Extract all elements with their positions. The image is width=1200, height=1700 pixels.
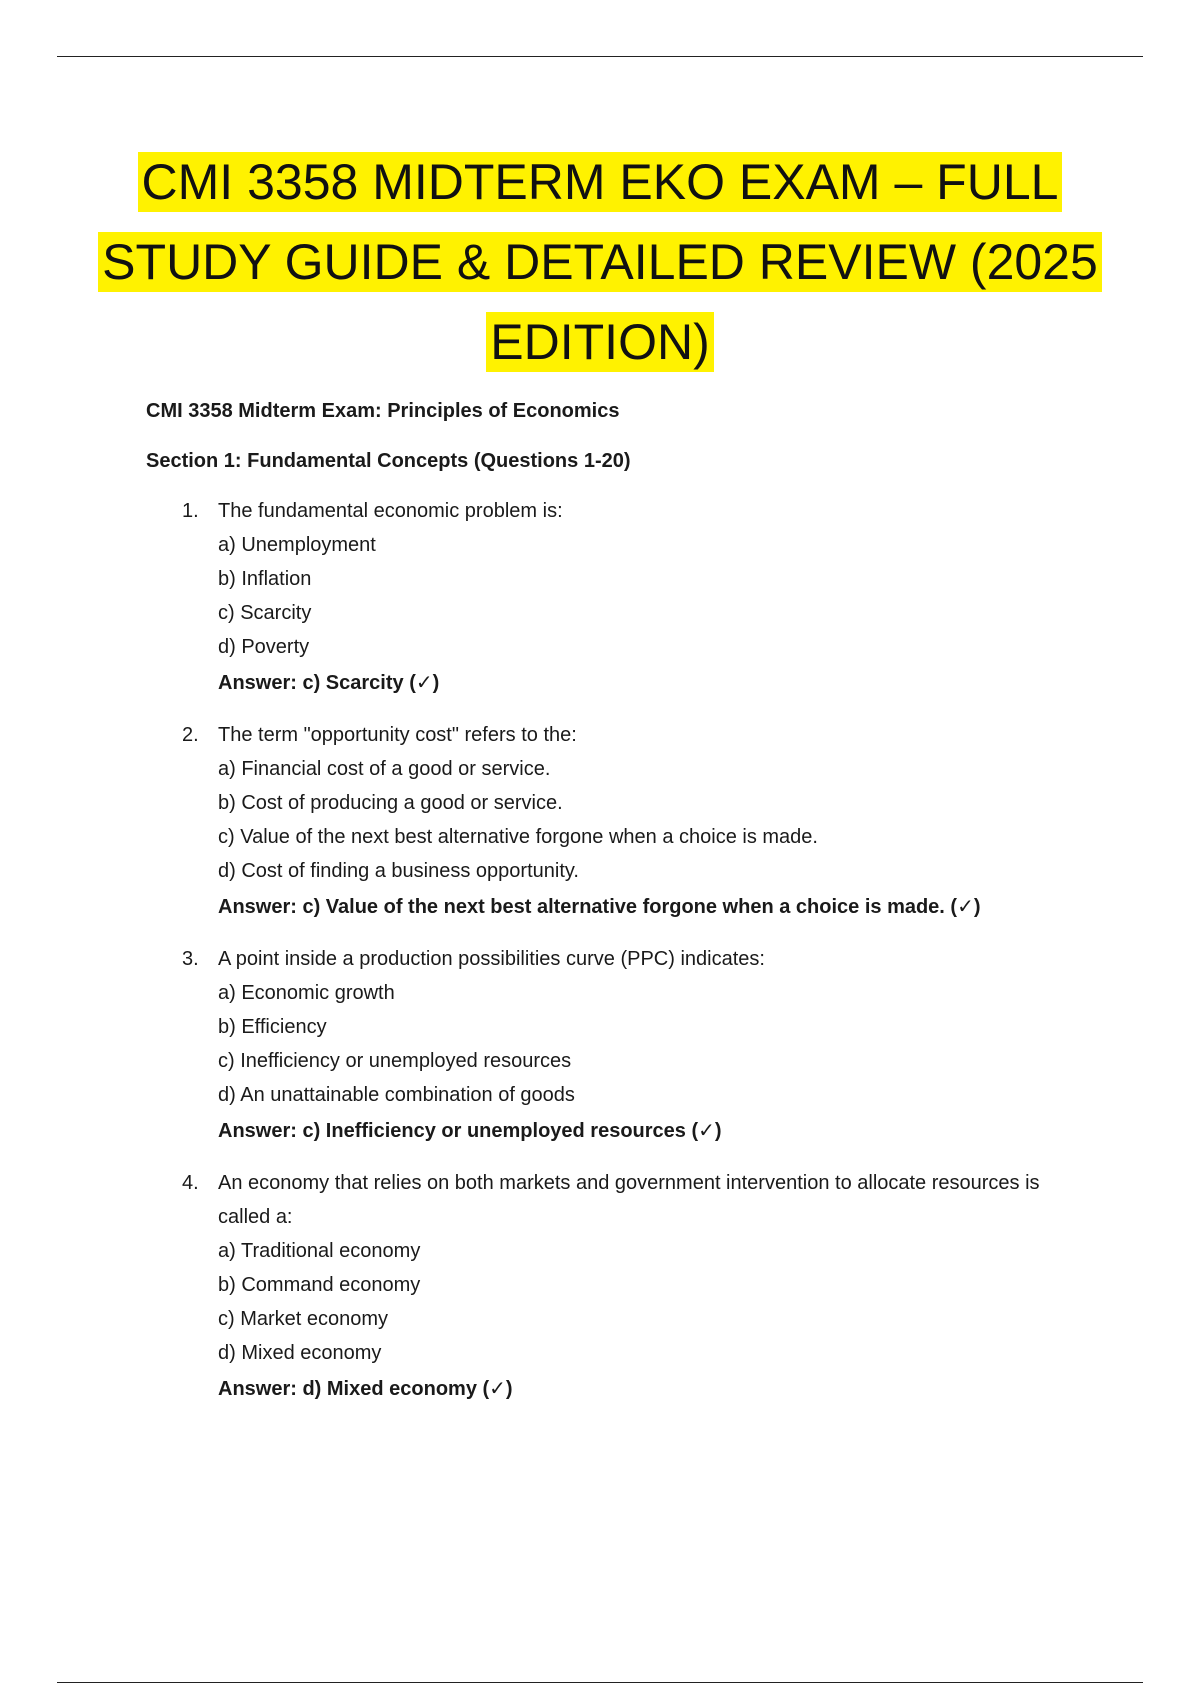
- question-text: The fundamental economic problem is:: [218, 500, 563, 522]
- option-c: c) Value of the next best alternative forgone when a choice is made.: [218, 826, 818, 848]
- option-b: b) Command economy: [218, 1274, 421, 1296]
- question-number: 4.: [182, 1172, 199, 1194]
- question-item: [146, 942, 1066, 1148]
- answer-line: Answer: c) Scarcity (✓): [218, 672, 440, 694]
- option-d: d) Poverty: [218, 636, 310, 658]
- option-d: d) Cost of finding a business opportunity.: [218, 860, 579, 882]
- top-rule: [57, 56, 1143, 57]
- document-body: [146, 396, 1066, 1424]
- option-a: a) Financial cost of a good or service.: [218, 758, 551, 780]
- section-heading: Section 1: Fundamental Concepts (Questions 1-20): [146, 450, 631, 472]
- option-a: a) Economic growth: [218, 982, 395, 1004]
- option-b: b) Inflation: [218, 568, 312, 590]
- exam-heading: CMI 3358 Midterm Exam: Principles of Economics: [146, 400, 620, 422]
- answer-line: Answer: d) Mixed economy (✓): [218, 1378, 513, 1400]
- question-list: [146, 494, 1066, 1406]
- title-line-2: STUDY GUIDE & DETAILED REVIEW (2025: [98, 232, 1102, 292]
- title-line-1: CMI 3358 MIDTERM EKO EXAM – FULL: [138, 152, 1063, 212]
- option-d: d) Mixed economy: [218, 1342, 382, 1364]
- option-c: c) Inefficiency or unemployed resources: [218, 1050, 572, 1072]
- question-text: The term "opportunity cost" refers to the:: [218, 724, 577, 746]
- question-item: [146, 494, 1066, 700]
- document-title: [0, 142, 1200, 382]
- answer-line: Answer: c) Value of the next best alternative forgone when a choice is made. (✓): [218, 896, 981, 918]
- question-item: [146, 1166, 1066, 1406]
- option-c: c) Market economy: [218, 1308, 389, 1330]
- title-line-3: EDITION): [486, 312, 713, 372]
- option-a: a) Traditional economy: [218, 1240, 421, 1262]
- option-b: b) Efficiency: [218, 1016, 327, 1038]
- option-c: c) Scarcity: [218, 602, 312, 624]
- answer-line: Answer: c) Inefficiency or unemployed resources (✓): [218, 1120, 722, 1142]
- option-d: d) An unattainable combination of goods: [218, 1084, 575, 1106]
- bottom-rule: [57, 1682, 1143, 1683]
- question-number: 1.: [182, 500, 199, 522]
- question-number: 2.: [182, 724, 199, 746]
- option-b: b) Cost of producing a good or service.: [218, 792, 563, 814]
- question-text: A point inside a production possibilities curve (PPC) indicates:: [218, 948, 765, 970]
- question-item: [146, 718, 1066, 924]
- question-number: 3.: [182, 948, 199, 970]
- question-text: An economy that relies on both markets and government intervention to allocate resources is called a:: [218, 1172, 1040, 1228]
- option-a: a) Unemployment: [218, 534, 376, 556]
